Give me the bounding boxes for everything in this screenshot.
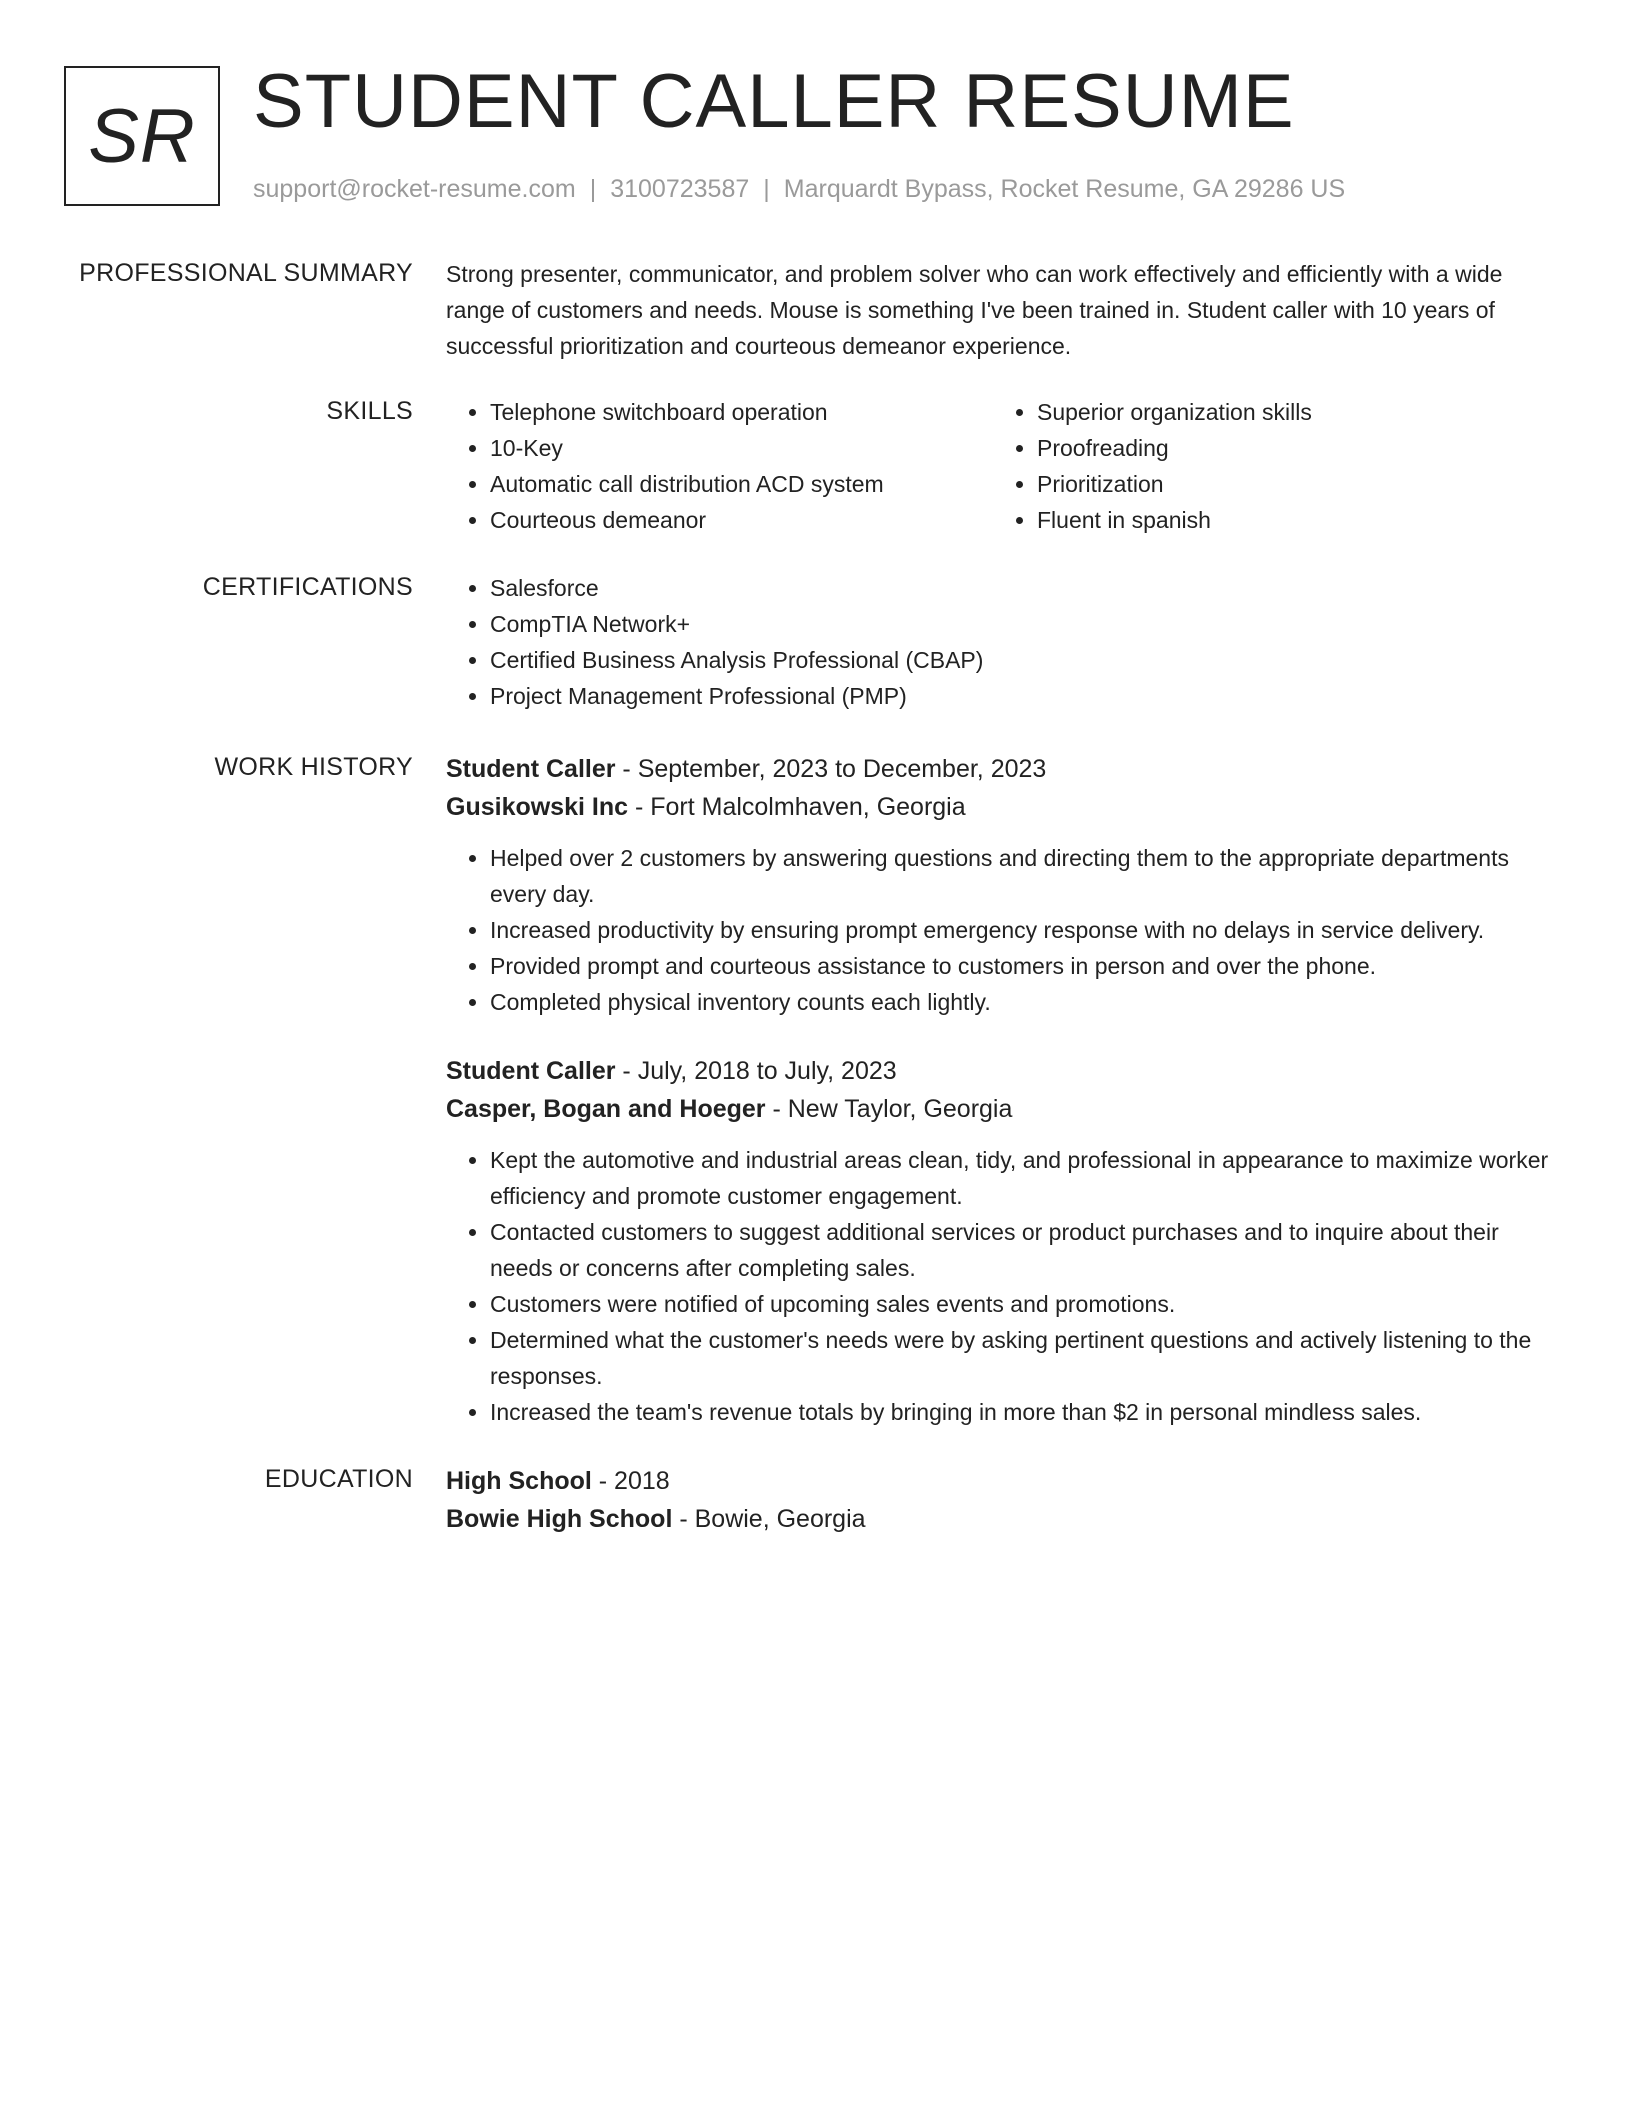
list-item: • Completed physical inventory counts each lightly. <box>490 984 1566 1020</box>
contact-separator: | <box>763 175 770 203</box>
education-degree: High School <box>446 1467 592 1495</box>
section-title-skills: SKILLS <box>326 397 413 425</box>
list-item: • 10-Key <box>490 430 993 466</box>
skills-list-right <box>993 394 1540 538</box>
list-item: • Superior organization skills <box>1037 394 1540 430</box>
skills-grid <box>446 394 1566 538</box>
job-entry <box>446 1052 1566 1430</box>
contact-address: Marquardt Bypass, Rocket Resume, GA 29286 US <box>783 175 1346 203</box>
job-company: Gusikowski Inc <box>446 793 629 821</box>
list-item: • Certified Business Analysis Professional (CBAP) <box>490 642 1566 678</box>
section-title-work-history: WORK HISTORY <box>214 753 413 781</box>
summary-text: Strong presenter, communicator, and problem solver who can work effectively and efficiently with a wide range of customers and needs. Mouse is something I've been trained in. Student caller with 10 years of successful prioritization and courteous demeanor experience. <box>446 261 1503 359</box>
education-degree-line <box>446 1462 1566 1500</box>
list-item: • Determined what the customer's needs were by asking pertinent questions and actively listening to the responses. <box>490 1322 1566 1394</box>
job-location: - Fort Malcolmhaven, Georgia <box>628 793 966 821</box>
job-company-line <box>446 1090 1566 1128</box>
job-company-line <box>446 788 1566 826</box>
monogram-logo: SR <box>64 66 220 206</box>
list-item: • Contacted customers to suggest additional services or product purchases and to inquire about their needs or concerns after completing sales. <box>490 1214 1566 1286</box>
list-item: • Fluent in spanish <box>1037 502 1540 538</box>
list-item: • Kept the automotive and industrial areas clean, tidy, and professional in appearance to maximize worker efficiency and promote customer engagement. <box>490 1142 1566 1214</box>
list-item: • Provided prompt and courteous assistance to customers in person and over the phone. <box>490 948 1566 984</box>
certifications-body <box>446 570 1566 714</box>
job-location: - New Taylor, Georgia <box>765 1095 1013 1123</box>
contact-line <box>253 174 1345 204</box>
list-item: • Project Management Professional (PMP) <box>490 678 1566 714</box>
education-school-line <box>446 1500 1566 1538</box>
list-item: • Helped over 2 customers by answering questions and directing them to the appropriate departments every day. <box>490 840 1566 912</box>
job-role: Student Caller <box>446 1057 616 1085</box>
list-item: • Proofreading <box>1037 430 1540 466</box>
job-title-line <box>446 1052 1566 1090</box>
job-dates: - July, 2018 to July, 2023 <box>615 1057 897 1085</box>
job-entry <box>446 750 1566 1020</box>
job-bullets <box>446 1142 1566 1430</box>
list-item: • Automatic call distribution ACD system <box>490 466 993 502</box>
section-title-certifications: CERTIFICATIONS <box>202 573 413 601</box>
education-location: - Bowie, Georgia <box>672 1505 866 1533</box>
contact-separator: | <box>589 175 597 203</box>
certifications-list <box>446 570 1566 714</box>
job-role: Student Caller <box>446 755 616 783</box>
job-title-line <box>446 750 1566 788</box>
education-body <box>446 1462 1566 1538</box>
list-item: • Increased the team's revenue totals by bringing in more than $2 in personal mindless sales. <box>490 1394 1566 1430</box>
list-item: • Salesforce <box>490 570 1566 606</box>
section-title-summary: PROFESSIONAL SUMMARY <box>79 259 413 287</box>
education-year: - 2018 <box>591 1467 670 1495</box>
list-item: • Courteous demeanor <box>490 502 993 538</box>
list-item: • Prioritization <box>1037 466 1540 502</box>
section-title-education: EDUCATION <box>264 1465 413 1493</box>
list-item: • Telephone switchboard operation <box>490 394 993 430</box>
page-title: STUDENT CALLER RESUME <box>253 59 1295 144</box>
job-bullets <box>446 840 1566 1020</box>
job-dates: - September, 2023 to December, 2023 <box>615 755 1047 783</box>
list-item: • Increased productivity by ensuring prompt emergency response with no delays in service delivery. <box>490 912 1566 948</box>
education-school: Bowie High School <box>446 1505 673 1533</box>
list-item: • Customers were notified of upcoming sales events and promotions. <box>490 1286 1566 1322</box>
skills-list-left <box>446 394 993 538</box>
list-item: • CompTIA Network+ <box>490 606 1566 642</box>
contact-phone: 3100723587 <box>610 175 750 203</box>
summary-body <box>446 256 1566 364</box>
contact-email: support@rocket-resume.com <box>253 175 576 203</box>
job-company: Casper, Bogan and Hoeger <box>446 1095 766 1123</box>
